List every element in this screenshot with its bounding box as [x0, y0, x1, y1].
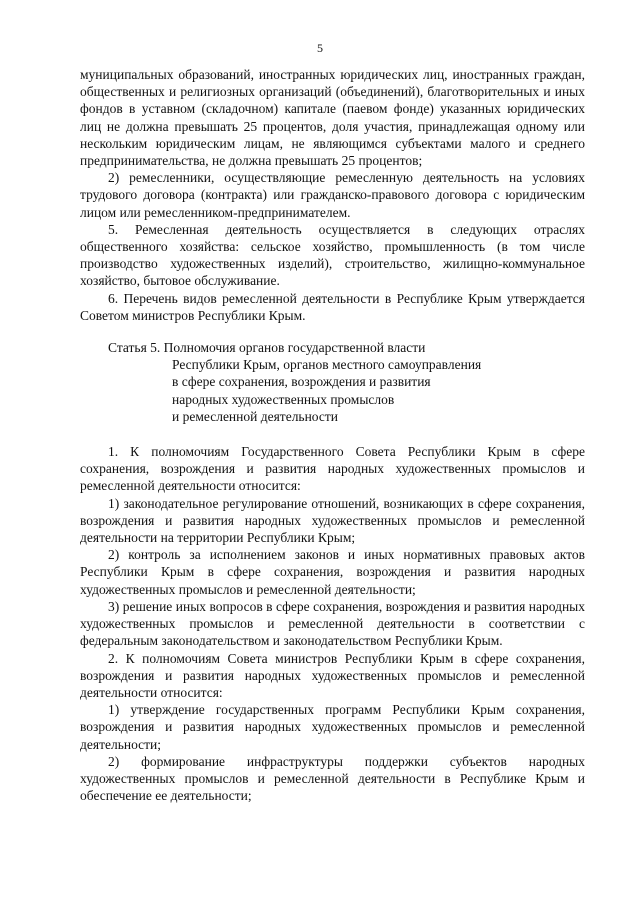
article-heading-line-4: народных художественных промыслов — [172, 391, 395, 407]
article-heading-line-2: Республики Крым, органов местного самоуправления — [172, 357, 482, 373]
paragraph-article-point-2: 2. К полномочиям Совета министров Республики Крым в сфере сохранения, возрождения и развития народных художественных промыслов и ремесленной деятельности относится: — [80, 650, 585, 700]
paragraph-article-point-1: 1. К полномочиям Государственного Совета Республики Крым в сфере сохранения, возрождения и развития народных художественных промыслов и ремесленной деятельности относится: — [80, 444, 585, 494]
article-5-heading — [80, 324, 585, 443]
paragraph-article-point-1-2: 2) контроль за исполнением законов и иных нормативных правовых актов Республики Крым в сфере сохранения, возрождения и развития народных художественных промыслов и ремесленной деятельности; — [80, 547, 585, 597]
paragraph-article-point-1-1: 1) законодательное регулирование отношений, возникающих в сфере сохранения, возрождения и развития народных художественных промыслов и ремесленной деятельности на территории Республики Крым; — [80, 495, 585, 546]
article-heading-line-5: и ремесленной деятельности — [172, 408, 339, 424]
paragraph-article-point-2-2: 2) формирование инфраструктуры поддержки субъектов народных художественных промыслов и ремесленной деятельности в Республике Крым и обеспечение ее деятельности; — [80, 753, 585, 804]
article-heading-line-3: в сфере сохранения, возрождения и развития — [172, 374, 431, 390]
article-heading-line-1: Статья 5. Полномочия органов государственной власти — [108, 340, 426, 356]
page-number: 5 — [317, 41, 323, 55]
paragraph-article-point-1-3: 3) решение иных вопросов в сфере сохранения, возрождения и развития народных художественных промыслов и ремесленной деятельности в соответствии с федеральным законодательством и законодательством Республики Крым. — [80, 598, 585, 649]
paragraph-point-6: 6. Перечень видов ремесленной деятельности в Республике Крым утверждается Советом министров Республики Крым. — [80, 290, 585, 323]
paragraph-article-point-2-1: 1) утверждение государственных программ Республики Крым сохранения, возрождения и развития народных художественных промыслов и ремесленной деятельности; — [80, 702, 585, 752]
paragraph-item-2-craftsmen: 2) ремесленники, осуществляющие ремесленную деятельность на условиях трудового договора (контракта) или гражданско-правового договора с юридическим лицом или ремесленником-предпринимателем. — [80, 170, 585, 220]
paragraph-point-5: 5. Ремесленная деятельность осуществляется в следующих отраслях общественного хозяйства: сельское хозяйство, промышленность (в том числе производство художественных изделий), строительство, жилищно-коммунальное хозяйство, бытовое обслуживание. — [80, 221, 585, 289]
paragraph-continuation: муниципальных образований, иностранных юридических лиц, иностранных граждан, общественных и религиозных организаций (объединений), благотворительных и иных фондов в уставном (складочном) капитале (паевом фонде) указанных юридических лиц не должна превышать 25 процентов, доля участия, принадлежащая одному или нескольким юридическим лицам, не являющимся субъектами малого и среднего предпринимательства, не должна превышать 25 процентов; — [80, 67, 585, 169]
document-body — [80, 66, 585, 804]
